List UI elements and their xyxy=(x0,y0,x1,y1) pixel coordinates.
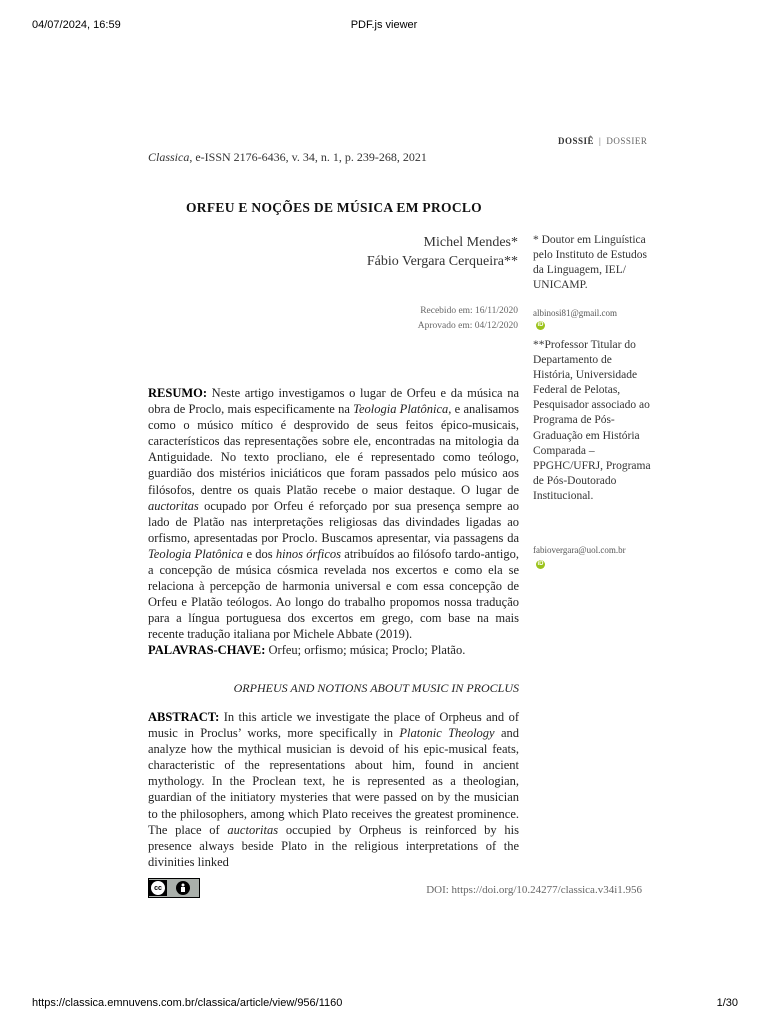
article-title: ORFEU E NOÇÕES DE MÚSICA EM PROCLO xyxy=(186,200,482,215)
orcid-icon[interactable]: iD xyxy=(537,322,544,328)
abstract-paragraph xyxy=(148,709,519,870)
resumo-paragraph xyxy=(148,385,519,643)
cc-logo: cc xyxy=(151,881,165,895)
cc-icon xyxy=(149,880,167,896)
print-page-counter: 1/30 xyxy=(716,997,738,1009)
keywords xyxy=(148,642,519,658)
resumo-label: RESUMO: xyxy=(148,386,208,400)
author-1: Michel Mendes* xyxy=(423,235,518,250)
section-label xyxy=(558,136,647,146)
resumo-italic: auctoritas xyxy=(148,498,199,513)
section-pt: DOSSIÊ xyxy=(558,136,595,146)
section-separator: | xyxy=(599,136,602,146)
abstract-italic: auctoritas xyxy=(227,822,279,837)
citation-details: , e-ISSN 2176-6436, v. 34, n. 1, p. 239-268, 2021 xyxy=(189,150,427,164)
author-note-1: * Doutor em Linguística pelo Instituto de Estudos da Linguagem, IEL/ UNICAMP. xyxy=(533,234,648,292)
resumo-text: , e analisamos como o músico mítico é desprovido de seus feitos épico-musicais, característicos das representações sobre ele, encontradas na mitologia da Antiguidade. No texto procliano, ele é representado como teólogo, guardião dos mistérios iniciáticos que foram passados pelo músico aos filósofos, dentre os quais Platão recebe o maior destaque. O lugar de xyxy=(148,402,519,497)
attribution-icon xyxy=(176,881,190,895)
resumo-italic: Teologia Platônica xyxy=(353,402,449,417)
citation xyxy=(148,150,427,165)
abstract-text: and analyze how the mythical musician is devoid of his epic-musical feats, characteristic of the representations about him, found in ancient mythology. In the Proclean text, he is represented as a theologian, guardian of the initiatory mysteries that were passed on by the musician to the philosophers, among which Plato receives the greatest prominence. The place of xyxy=(148,726,519,837)
received-date: Recebido em: 16/11/2020 xyxy=(420,306,518,316)
resumo-text: e dos xyxy=(243,546,276,561)
abstract-label: ABSTRACT: xyxy=(148,710,220,724)
keywords-text: Orfeu; orfismo; música; Proclo; Platão. xyxy=(265,643,466,657)
resumo-text: ocupado por Orfeu é reforçado por sua presença sempre ao lado de Platão nas interpretações religiosas das divindades ligadas ao orfismo, apresentadas por Proclo. Buscamos apresentar, via passagens da xyxy=(148,498,519,545)
resumo-text: Neste artigo investigamos o lugar de Orfeu e da música na obra de Proclo, mais especificamente na xyxy=(148,386,519,417)
print-title: PDF.js viewer xyxy=(350,19,418,31)
by-icon xyxy=(167,881,199,895)
print-url: https://classica.emnuvens.com.br/classica/article/view/956/1160 xyxy=(32,997,343,1009)
doi-link[interactable]: DOI: https://doi.org/10.24277/classica.v34i1.956 xyxy=(426,884,642,896)
resumo-italic: hinos órficos xyxy=(275,546,342,561)
author-2: Fábio Vergara Cerqueira** xyxy=(366,254,518,269)
section-en: DOSSIER xyxy=(606,136,648,146)
journal-name: Classica xyxy=(148,150,190,164)
print-datetime: 04/07/2024, 16:59 xyxy=(32,19,121,31)
cc-license-badge[interactable] xyxy=(148,878,200,898)
author-note-2: **Professor Titular do Departamento de História, Universidade Federal de Pelotas, Pesquisador associado ao Programa de Pós-Graduação em História Comparada – PPGHC/UFRJ, Programa de Pós-Doutorado Institucional. xyxy=(533,339,651,502)
keywords-label: PALAVRAS-CHAVE: xyxy=(148,643,266,657)
abstract-text: occupied by Orpheus is reinforced by his presence always beside Plato in the religious interpretations of the divinities linked xyxy=(148,822,520,869)
abstract-text: In this article we investigate the place of Orpheus and of music in Proclus’ works, more specifically in xyxy=(148,710,519,741)
approved-date: Aprovado em: 04/12/2020 xyxy=(417,321,518,331)
author-email-2[interactable]: fabiovergara@uol.com.br xyxy=(533,545,626,555)
resumo-italic: Teologia Platônica xyxy=(148,546,244,561)
english-title: ORPHEUS AND NOTIONS ABOUT MUSIC IN PROCLUS xyxy=(233,681,519,695)
author-email-1[interactable]: albinosi81@gmail.com xyxy=(533,308,618,318)
orcid-icon[interactable]: iD xyxy=(537,561,544,567)
abstract-italic: Platonic Theology xyxy=(399,726,495,741)
resumo-text: atribuídos ao filósofo tardo-antigo, a concepção de música cósmica revelada nos excertos e como ela se relaciona à percepção de harmonia universal e com essa concepção de Orfeu e Platão teólogos. Ao longo do trabalho propomos nossa tradução para a língua portuguesa dos excertos em grego, com base na mais recente tradução italiana por Michele Abbate (2019). xyxy=(148,546,519,642)
